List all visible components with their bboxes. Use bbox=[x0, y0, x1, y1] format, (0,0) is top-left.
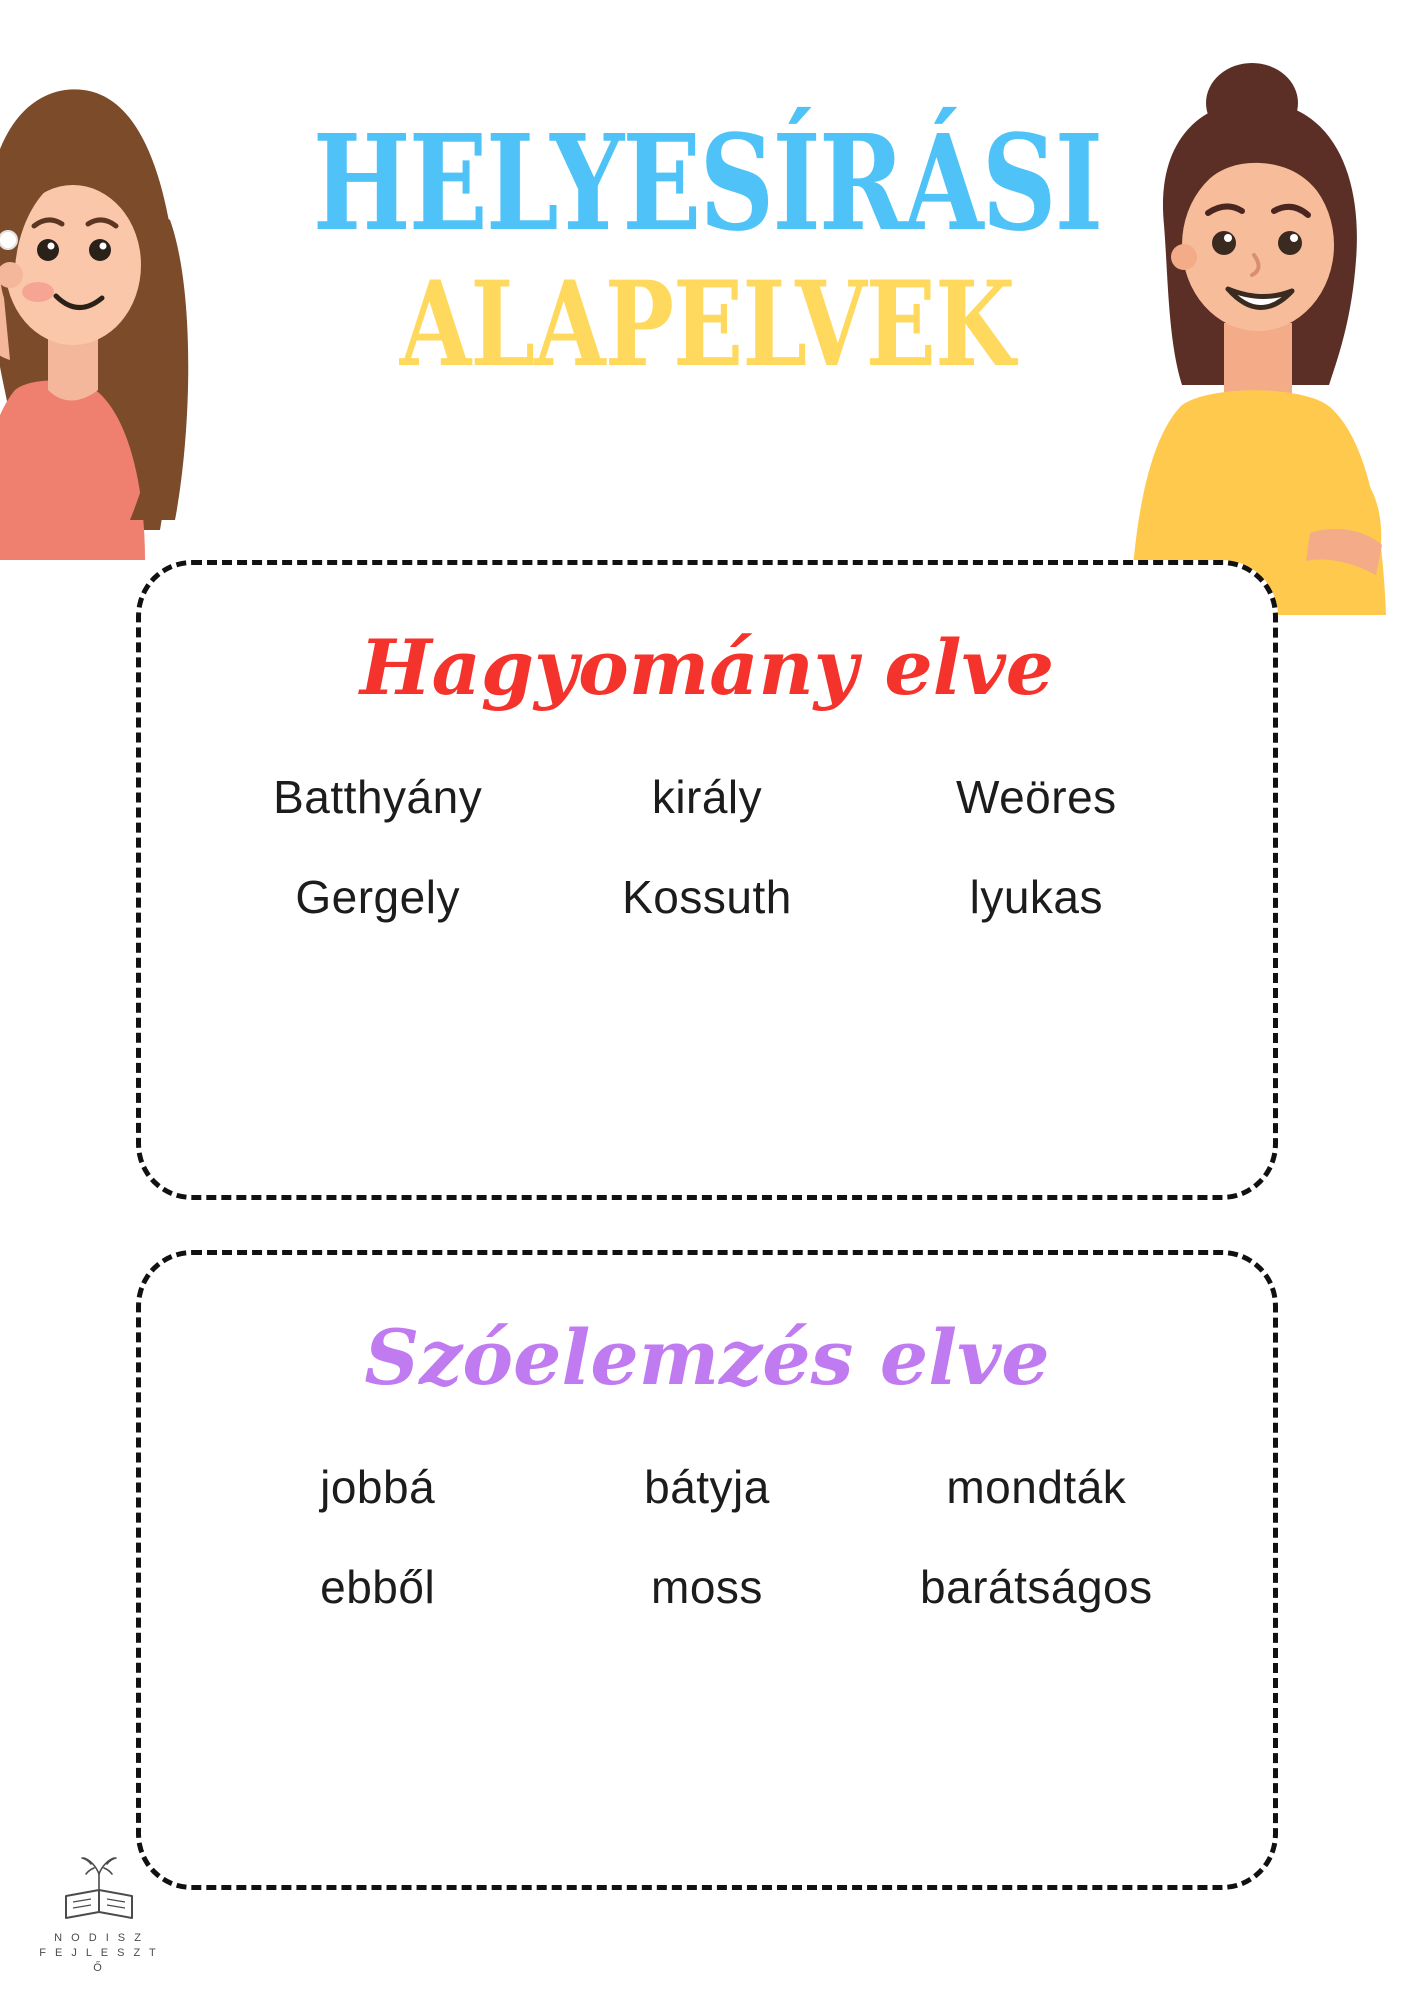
word-item: lyukas bbox=[969, 871, 1104, 923]
footer-logo bbox=[34, 1856, 164, 1976]
word-item: moss bbox=[651, 1561, 763, 1613]
card-title-word-analysis: Szóelemzés elve bbox=[364, 1313, 1050, 1402]
brand-name-line-2: F E J L E S Z T Ő bbox=[39, 1947, 159, 1975]
word-item: bátyja bbox=[644, 1461, 770, 1513]
word-item: mondták bbox=[946, 1461, 1127, 1513]
title-line-1: HELYESÍRÁSI bbox=[312, 107, 1102, 261]
page-title bbox=[0, 107, 1414, 393]
word-grid-word-analysis bbox=[141, 1460, 1273, 1614]
word-item: Batthyány bbox=[273, 771, 483, 823]
brand-name-line-1: N O D I S Z bbox=[54, 1932, 144, 1945]
word-item: Kossuth bbox=[622, 871, 792, 923]
title-line-2: ALAPELVEK bbox=[399, 255, 1015, 393]
word-item: jobbá bbox=[320, 1461, 436, 1513]
word-item: király bbox=[651, 771, 763, 823]
card-word-analysis-principle bbox=[136, 1250, 1278, 1890]
word-item: ebből bbox=[320, 1561, 436, 1613]
open-book-icon bbox=[60, 1856, 138, 1926]
word-item: barátságos bbox=[920, 1561, 1153, 1613]
card-title-tradition: Hagyomány elve bbox=[359, 623, 1055, 712]
card-tradition-principle bbox=[136, 560, 1278, 1200]
word-item: Weöres bbox=[956, 771, 1117, 823]
word-grid-tradition bbox=[141, 770, 1273, 924]
word-item: Gergely bbox=[295, 871, 460, 923]
